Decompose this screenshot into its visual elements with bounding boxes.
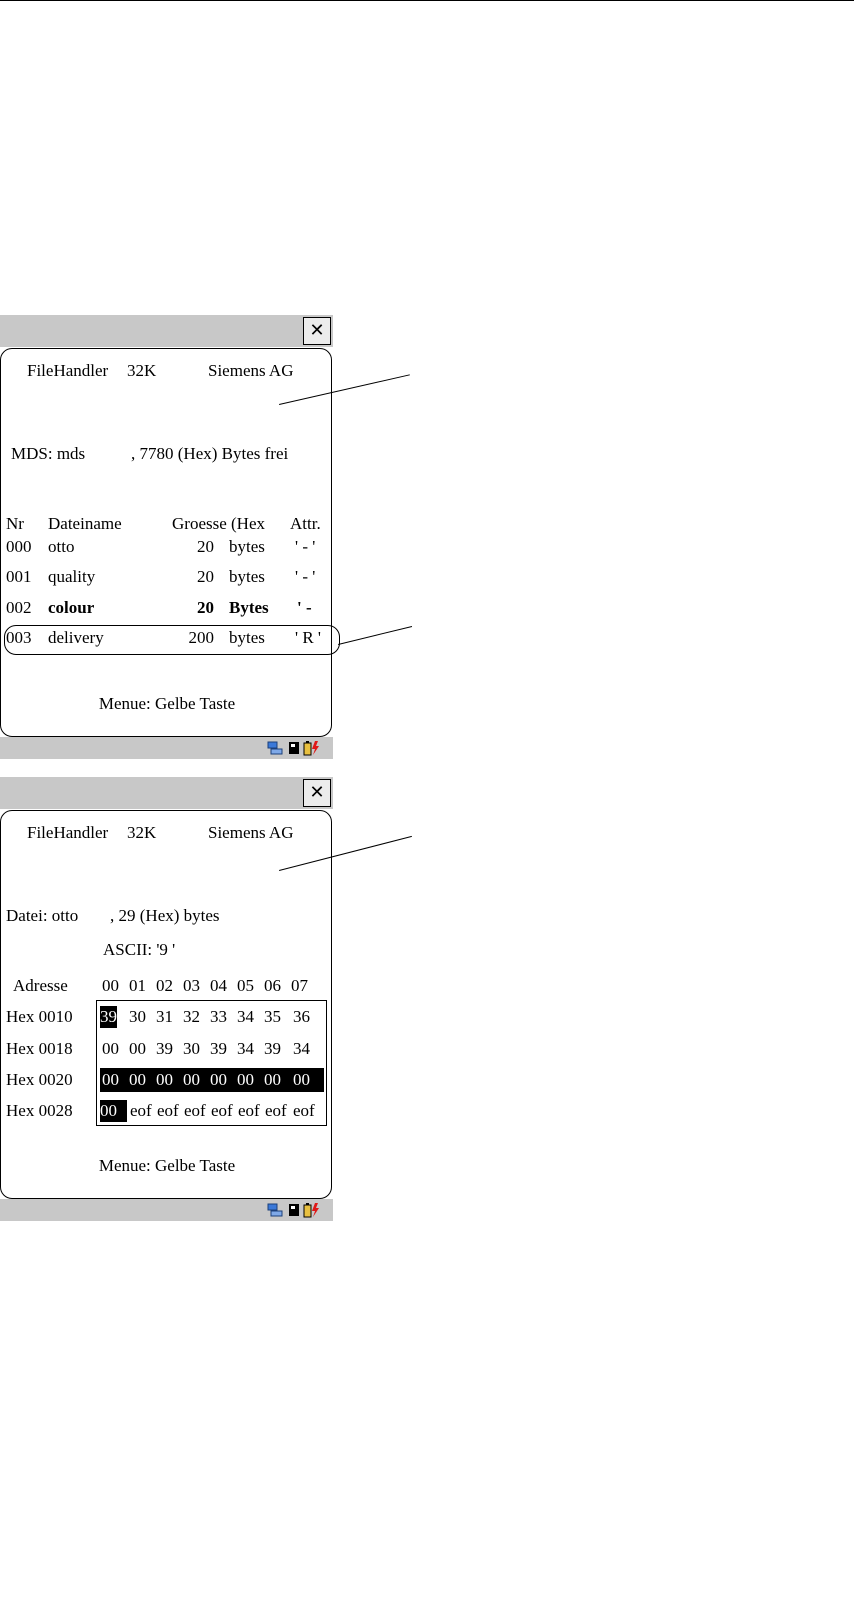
- file-attr: ' R ': [295, 628, 321, 647]
- file-unit: bytes: [229, 567, 265, 586]
- storage-card-icon: [288, 1202, 300, 1218]
- mds-free-space: , 7780 (Hex) Bytes frei: [131, 444, 289, 463]
- hex-cell[interactable]: 39: [264, 1039, 281, 1058]
- hex-cell[interactable]: 31: [156, 1007, 173, 1026]
- hex-cell[interactable]: 32: [183, 1007, 200, 1026]
- status-bar: [0, 1199, 333, 1221]
- system-tray: [267, 740, 321, 756]
- file-name: otto: [48, 537, 75, 556]
- hex-cell[interactable]: eof: [157, 1101, 179, 1120]
- title-bar: [0, 315, 333, 347]
- menu-hint: Menue: Gelbe Taste: [98, 1156, 236, 1175]
- hex-col-header: 05: [237, 976, 254, 995]
- menu-hint: Menue: Gelbe Taste: [98, 694, 236, 713]
- status-bar: [0, 737, 333, 759]
- column-header-nr: Nr: [6, 514, 24, 533]
- file-size-info: , 29 (Hex) bytes: [110, 906, 220, 925]
- file-size: 200: [188, 628, 214, 647]
- hex-cell[interactable]: eof: [265, 1101, 287, 1120]
- file-nr: 001: [6, 567, 32, 586]
- hex-row-address: Hex 0028: [6, 1101, 73, 1120]
- hex-data-grid[interactable]: [96, 1000, 327, 1126]
- hex-cell[interactable]: eof: [211, 1101, 233, 1120]
- file-unit: Bytes: [229, 598, 269, 617]
- hex-col-header: 00: [102, 976, 119, 995]
- column-header-name: Dateiname: [48, 514, 122, 533]
- network-sync-icon: [267, 1202, 285, 1218]
- hex-cell[interactable]: 00: [129, 1039, 146, 1058]
- app-name: FileHandler: [27, 361, 109, 380]
- file-unit: bytes: [229, 628, 265, 647]
- hex-cell[interactable]: 34: [237, 1007, 254, 1026]
- device-screen-file-list: [0, 315, 333, 759]
- row-highlight-outline: [4, 625, 340, 655]
- file-size: 20: [197, 567, 214, 586]
- page-top-rule: [0, 0, 854, 1]
- file-name: delivery: [48, 628, 104, 647]
- mds-label: MDS: mds: [11, 444, 86, 463]
- hex-cell[interactable]: 00: [156, 1070, 173, 1089]
- hex-cell[interactable]: 39: [156, 1039, 173, 1058]
- file-nr: 003: [6, 628, 32, 647]
- hex-cell[interactable]: 00: [102, 1039, 119, 1058]
- system-tray: [267, 1202, 321, 1218]
- battery-charging-icon: [303, 740, 321, 756]
- hex-cell[interactable]: 00: [102, 1070, 119, 1089]
- vendor-name: Siemens AG: [208, 823, 294, 842]
- hex-row-address: Hex 0020: [6, 1070, 73, 1089]
- hex-cell[interactable]: 30: [183, 1039, 200, 1058]
- hex-cell[interactable]: eof: [184, 1101, 206, 1120]
- file-attr: ' -: [297, 598, 312, 617]
- hex-cell[interactable]: 33: [210, 1007, 227, 1026]
- hex-row-address: Hex 0018: [6, 1039, 73, 1058]
- network-sync-icon: [267, 740, 285, 756]
- hex-col-header: 02: [156, 976, 173, 995]
- hex-cell[interactable]: 00: [100, 1100, 127, 1122]
- device-screen-hex-view: [0, 777, 333, 1221]
- column-header-size: Groesse (Hex: [172, 514, 265, 533]
- app-size: 32K: [127, 823, 157, 842]
- hex-cell[interactable]: 34: [293, 1039, 310, 1058]
- hex-cell[interactable]: 00: [237, 1070, 254, 1089]
- hex-cell[interactable]: 00: [210, 1070, 227, 1089]
- hex-cell[interactable]: eof: [238, 1101, 260, 1120]
- file-size: 20: [197, 598, 214, 617]
- ascii-value: ASCII: '9 ': [103, 940, 176, 959]
- file-nr: 002: [6, 598, 32, 617]
- file-nr: 000: [6, 537, 32, 556]
- hex-cell[interactable]: 35: [264, 1007, 281, 1026]
- close-button[interactable]: ✕: [303, 317, 331, 345]
- hex-col-header: 04: [210, 976, 227, 995]
- file-name: quality: [48, 567, 96, 586]
- hex-cell[interactable]: 00: [264, 1070, 281, 1089]
- hex-cell[interactable]: eof: [293, 1101, 315, 1120]
- hex-cell[interactable]: 36: [293, 1007, 310, 1026]
- file-label: Datei: otto: [6, 906, 79, 925]
- hex-cell[interactable]: 34: [237, 1039, 254, 1058]
- file-unit: bytes: [229, 537, 265, 556]
- app-size: 32K: [127, 361, 157, 380]
- hex-cell[interactable]: 30: [129, 1007, 146, 1026]
- hex-cell[interactable]: 00: [129, 1070, 146, 1089]
- hex-cell[interactable]: eof: [130, 1101, 152, 1120]
- annotation-leader-line: [338, 626, 412, 645]
- app-screen: [0, 348, 332, 737]
- hex-col-header: 07: [291, 976, 308, 995]
- file-attr: ' - ': [295, 567, 316, 586]
- address-header: Adresse: [13, 976, 68, 995]
- file-name: colour: [48, 598, 95, 617]
- hex-cell-cursor[interactable]: 39: [100, 1007, 117, 1026]
- title-bar: [0, 777, 333, 809]
- hex-col-header: 06: [264, 976, 281, 995]
- column-header-attr: Attr.: [290, 514, 321, 533]
- vendor-name: Siemens AG: [208, 361, 294, 380]
- file-size: 20: [197, 537, 214, 556]
- storage-card-icon: [288, 740, 300, 756]
- hex-col-header: 03: [183, 976, 200, 995]
- hex-row-address: Hex 0010: [6, 1007, 73, 1026]
- hex-col-header: 01: [129, 976, 146, 995]
- battery-charging-icon: [303, 1202, 321, 1218]
- hex-cell[interactable]: 00: [293, 1070, 310, 1089]
- app-name: FileHandler: [27, 823, 109, 842]
- hex-cell[interactable]: 00: [183, 1070, 200, 1089]
- close-button[interactable]: ✕: [303, 779, 331, 807]
- file-attr: ' - ': [295, 537, 316, 556]
- hex-cell[interactable]: 39: [210, 1039, 227, 1058]
